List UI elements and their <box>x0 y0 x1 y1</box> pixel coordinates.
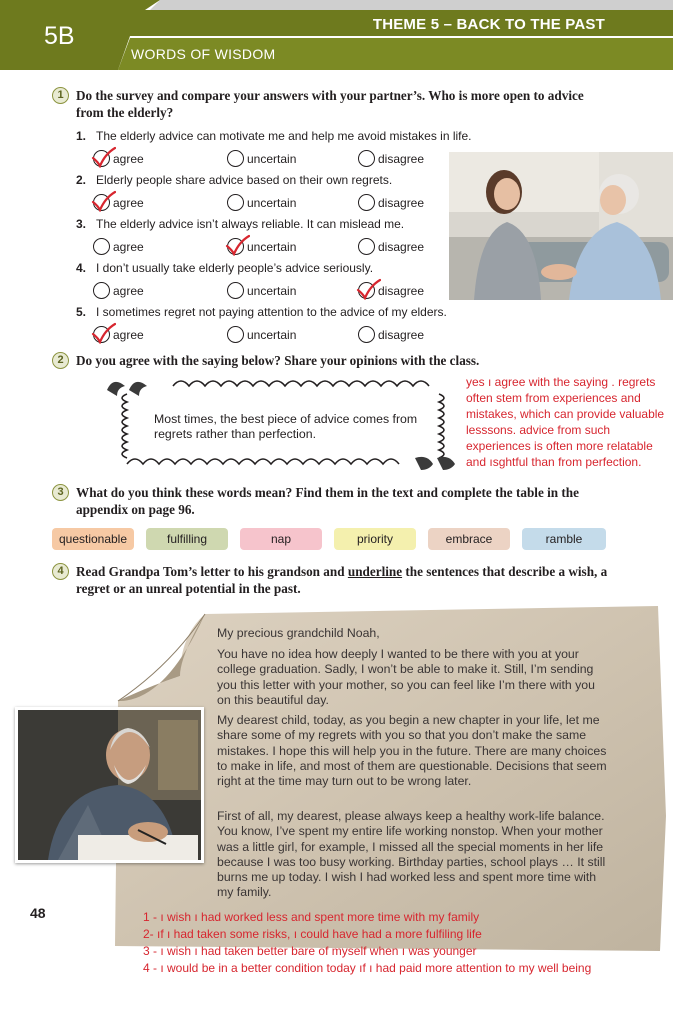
exercise-number-1: 1 <box>52 87 69 104</box>
survey-question-1: 1. The elderly advice can motivate me and help me avoid mistakes in life. <box>76 129 472 143</box>
exercise-number-2: 2 <box>52 352 69 369</box>
word-chip-fulfilling: fulfilling <box>146 528 228 550</box>
saying-text: Most times, the best piece of advice comes from regrets rather than perfection. <box>154 412 418 441</box>
radio-circle[interactable] <box>227 326 244 343</box>
option-label: agree <box>113 240 144 254</box>
survey-question-4: 4. I don’t usually take elderly people’s advice seriously. <box>76 261 374 275</box>
checkmark-icon <box>90 190 116 212</box>
radio-circle[interactable] <box>358 326 375 343</box>
exercise-2-answer: yes ı agree with the saying . regrets often stem from experiences and mistakes, which can provide valuable lesssons. advice from such experiences is often more relatable and ısghtful than from perfection. <box>466 375 665 469</box>
option-label: disagree <box>378 328 425 342</box>
page-number: 48 <box>30 905 46 921</box>
photo-old-man-writing <box>15 707 204 863</box>
word-chip-nap: nap <box>240 528 322 550</box>
option-label: disagree <box>378 240 425 254</box>
option-label: uncertain <box>247 328 297 342</box>
radio-circle[interactable] <box>227 282 244 299</box>
radio-circle[interactable] <box>227 194 244 211</box>
option-label: disagree <box>378 152 425 166</box>
checkmark-icon <box>90 146 116 168</box>
option-label: uncertain <box>247 196 297 210</box>
section-title: WORDS OF WISDOM <box>131 46 276 62</box>
exercise-1-instruction: Do the survey and compare your answers with your partner’s. Who is more open to advice from the elderly? <box>76 88 584 120</box>
radio-circle[interactable] <box>358 150 375 167</box>
survey-question-2: 2. Elderly people share advice based on their own regrets. <box>76 173 393 187</box>
radio-circle[interactable] <box>93 238 110 255</box>
option-label: uncertain <box>247 240 297 254</box>
checkmark-icon <box>90 322 116 344</box>
checkmark-icon <box>224 234 250 256</box>
option-label: disagree <box>378 196 425 210</box>
checkmark-icon <box>355 278 381 300</box>
exercise-2-instruction: Do you agree with the saying below? Share your opinions with the class. <box>76 353 480 368</box>
option-label: disagree <box>378 284 425 298</box>
answer-line-2: 2- ıf ı had taken some risks, ı could have had a more fulfiling life <box>143 927 482 941</box>
exercise-number-3: 3 <box>52 484 69 501</box>
option-label: agree <box>113 284 144 298</box>
word-chip-priority: priority <box>334 528 416 550</box>
option-label: uncertain <box>247 152 297 166</box>
option-label: agree <box>113 152 144 166</box>
answer-line-3: 3 - ı wish ı had taken better bare of myself when ı was younger <box>143 944 477 958</box>
radio-circle[interactable] <box>358 194 375 211</box>
header-band <box>0 0 673 70</box>
letter-greeting: My precious grandchild Noah, <box>217 626 380 640</box>
letter-paragraph-1: You have no idea how deeply I wanted to be there with you at your college graduation. Sadly, I won’t be able to make it. Still, I’m sending you this letter with your mother, so you can feel like I’m there with you on this beautiful day. <box>217 647 595 707</box>
radio-circle[interactable] <box>227 150 244 167</box>
letter-paragraph-2: My dearest child, today, as you begin a new chapter in your life, let me share some of my regrets with you so that you don’t make the same mistakes. I hope this will help you in the future. There are many choices to make in life, and most of them are questionable. Decisions that seem right at the time may turn out to be wrong later. <box>217 713 607 789</box>
exercise-4-instruction: Read Grandpa Tom’s letter to his grandson and underline the sentences that describe a wish, a regret or an unreal potential in the past. <box>76 564 608 596</box>
word-chip-embrace: embrace <box>428 528 510 550</box>
survey-question-5: 5. I sometimes regret not paying attention to the advice of my elders. <box>76 305 447 319</box>
radio-circle[interactable] <box>93 282 110 299</box>
answer-line-1: 1 - ı wish ı had worked less and spent more time with my family <box>143 910 480 924</box>
exercise-3-instruction: What do you think these words mean? Find them in the text and complete the table in the appendix on page 96. <box>76 485 579 517</box>
option-label: agree <box>113 196 144 210</box>
survey-question-3: 3. The elderly advice isn’t always reliable. It can mislead me. <box>76 217 405 231</box>
word-chip-ramble: ramble <box>522 528 606 550</box>
photo-women-talking <box>449 152 673 300</box>
theme-title: THEME 5 – BACK TO THE PAST <box>372 16 605 33</box>
exercise-number-4: 4 <box>52 563 69 580</box>
letter-paragraph-3: First of all, my dearest, please always keep a healthy work-life balance. You know, I’ve spent my entire life working nonstop. When your mother was a little girl, for example, I missed all the special moments in her life because I was too busy working. Birthday parties, school plays … It still burns me up today. I wish I had worked less and spent more time with my family. <box>217 809 606 900</box>
radio-circle[interactable] <box>358 238 375 255</box>
option-label: uncertain <box>247 284 297 298</box>
unit-label: 5B <box>44 22 75 50</box>
word-chip-questionable: questionable <box>52 528 134 550</box>
answer-line-4: 4 - ı would be in a better condition today ıf ı had paid more attention to my well being <box>143 961 592 975</box>
option-label: agree <box>113 328 144 342</box>
